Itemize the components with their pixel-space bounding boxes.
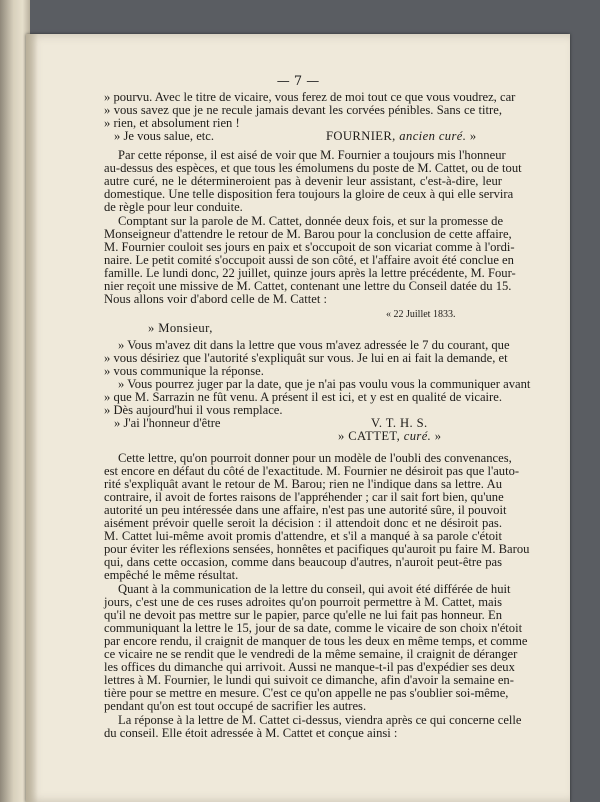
letter-date: « 22 Juillet 1833.: [386, 309, 456, 320]
text-line: domestique. Une telle disposition fera toujours la gloire de ceux à qui elle servira: [104, 187, 514, 201]
closing-quote: »: [469, 129, 477, 143]
text-line: contraire, il avoit de fortes raisons de l'appréhender ; car il sait fort bien, qu'une: [104, 490, 504, 504]
text-line: aisément prévoir quelle seroit la décision : il attendoit donc et ne désiroit pas.: [104, 516, 502, 530]
signature-title: curé.: [403, 429, 432, 443]
page-spine-shadow: [26, 34, 38, 802]
text-line: pendant qu'on est tout occupé de sacrifier les autres.: [104, 699, 367, 713]
signature-name: FOURNIER,: [326, 129, 396, 143]
letter-closing-initials: V. T. H. S.: [371, 416, 428, 430]
text-line: du conseil. Elle étoit adressée à M. Cattet et conçue ainsi :: [104, 726, 398, 740]
text-line: Par cette réponse, il est aisé de voir que M. Fournier a toujours mis l'honneur: [118, 148, 506, 162]
text-line: qu'il ne devoit pas mettre sur le papier, parce qu'elle ne lui fait pas honneur. En: [104, 608, 502, 622]
text-line: » Vous pourrez juger par la date, que je n'ai pas voulu vous la communiquer avant: [118, 377, 531, 391]
text-line: famille. Le lundi donc, 22 juillet, quinze jours après la lettre précédente, M. Four-: [104, 266, 516, 280]
text-line: les offices du dimanche qui arrivoit. Aussi ne manque-t-il pas d'expédier ses deux: [104, 660, 515, 674]
text-line: ce vicaire ne se rendit que le vendredi de la même semaine, il craignit de déranger: [104, 647, 518, 661]
text-line: communiquant la lettre le 15, jour de sa date, comme le vicaire de son choix n'étoit: [104, 621, 523, 635]
text-line: empêché le même résultat.: [104, 568, 239, 582]
text-line: Nous allons voir d'abord celle de M. Cattet :: [104, 292, 327, 306]
text-line: Comptant sur la parole de M. Cattet, donnée deux fois, et sur la promesse de: [118, 214, 504, 228]
text-line: rité s'expliquât avant le retour de M. Barou; rien ne l'indique dans sa lettre. Au: [104, 477, 502, 491]
signature-name: » CATTET,: [338, 429, 401, 443]
text-line: » que M. Sarrazin ne fût venu. A présent il est ici, et y est en qualité de vicaire.: [104, 390, 502, 404]
text-line: » Dès aujourd'hui il vous remplace.: [104, 403, 283, 417]
text-line: M. Cattet lui-même avoit promis d'attendre, et s'il a manqué à sa parole c'étoit: [104, 529, 502, 543]
page-number: — 7 —: [276, 74, 320, 89]
text-line: » vous savez que je ne recule jamais devant les corvées pénibles. Sans ce titre,: [104, 103, 502, 117]
text-line: tière pour se mettre en mesure. C'est ce qu'on appelle ne pas s'oublier soi-même,: [104, 686, 509, 700]
text-line: Monseigneur d'attendre le retour de M. Barou pour la conclusion de cette affaire,: [104, 227, 512, 241]
letter-salutation: » Monsieur,: [148, 321, 213, 335]
signature-title: ancien curé.: [399, 129, 467, 143]
text-line: M. Fournier couloit ses jours en paix et s'occupoit de son vicariat comme à l'ordi-: [104, 240, 515, 254]
text-line: qui, dans cette occasion, comme dans beaucoup d'autres, n'auroit peut-être pas: [104, 555, 502, 569]
text-line: Quant à la communication de la lettre du conseil, qui avoit été différée de huit: [118, 582, 511, 596]
text-line: » J'ai l'honneur d'être: [114, 416, 221, 430]
text-line: au-dessus des espèces, et que tous les émolumens du poste de M. Cattet, ou de tout: [104, 161, 522, 175]
text-line: jours, c'est une de ces ruses adroites qu'on pourroit permettre à M. Cattet, mais: [104, 595, 502, 609]
text-line: » Vous m'avez dit dans la lettre que vous m'avez adressée le 7 du courant, que: [118, 338, 510, 352]
text-line: naire. Le petit comité s'occupoit aussi de son côté, et l'affaire avoit été conclue en: [104, 253, 514, 267]
text-line: nier reçoit une missive de M. Cattet, contenant une lettre du Conseil datée du 15.: [104, 279, 512, 293]
text-line: » vous communique la réponse.: [104, 364, 264, 378]
text-line: pour éviter les réflexions sensées, honnêtes et pacifiques qu'auroit pu faire M. Barou: [104, 542, 530, 556]
text-line: Cette lettre, qu'on pourroit donner pour un modèle de l'oubli des convenances,: [118, 451, 512, 465]
text-line: La réponse à la lettre de M. Cattet ci-dessus, viendra après ce qui concerne celle: [118, 713, 522, 727]
text-line: par encore rendu, il craignit de manquer de tous les deux en même temps, et comme: [104, 634, 528, 648]
closing-quote: »: [434, 429, 442, 443]
text-line: » vous désiriez que l'autorité s'expliquât sur vous. Je lui en ai fait la demande, et: [104, 351, 508, 365]
text-line: est encore en défaut du côté de l'exactitude. M. Fournier ne désiroit pas que l'auto-: [104, 464, 520, 478]
signature-line: [326, 130, 477, 143]
text-line: » pourvu. Avec le titre de vicaire, vous ferez de moi tout ce que vous voudrez, car: [104, 90, 516, 104]
letter-signature: [338, 430, 442, 443]
book-page: [26, 34, 570, 802]
text-line: de règle pour leur conduite.: [104, 200, 243, 214]
text-line: autre curé, ne le détermineroient pas à devenir leur assistant, c'est-à-dire, leur: [104, 174, 502, 188]
text-line: lettres à M. Fournier, le lundi qui suivoit ce dimanche, afin d'avoir la semaine en-: [104, 673, 514, 687]
text-line: » rien, et absolument rien !: [104, 116, 240, 130]
text-line: autorité un peu intéressée dans une affaire, n'est pas une autorité sûre, il pouvoit: [104, 503, 507, 517]
text-line: » Je vous salue, etc.: [114, 129, 215, 143]
